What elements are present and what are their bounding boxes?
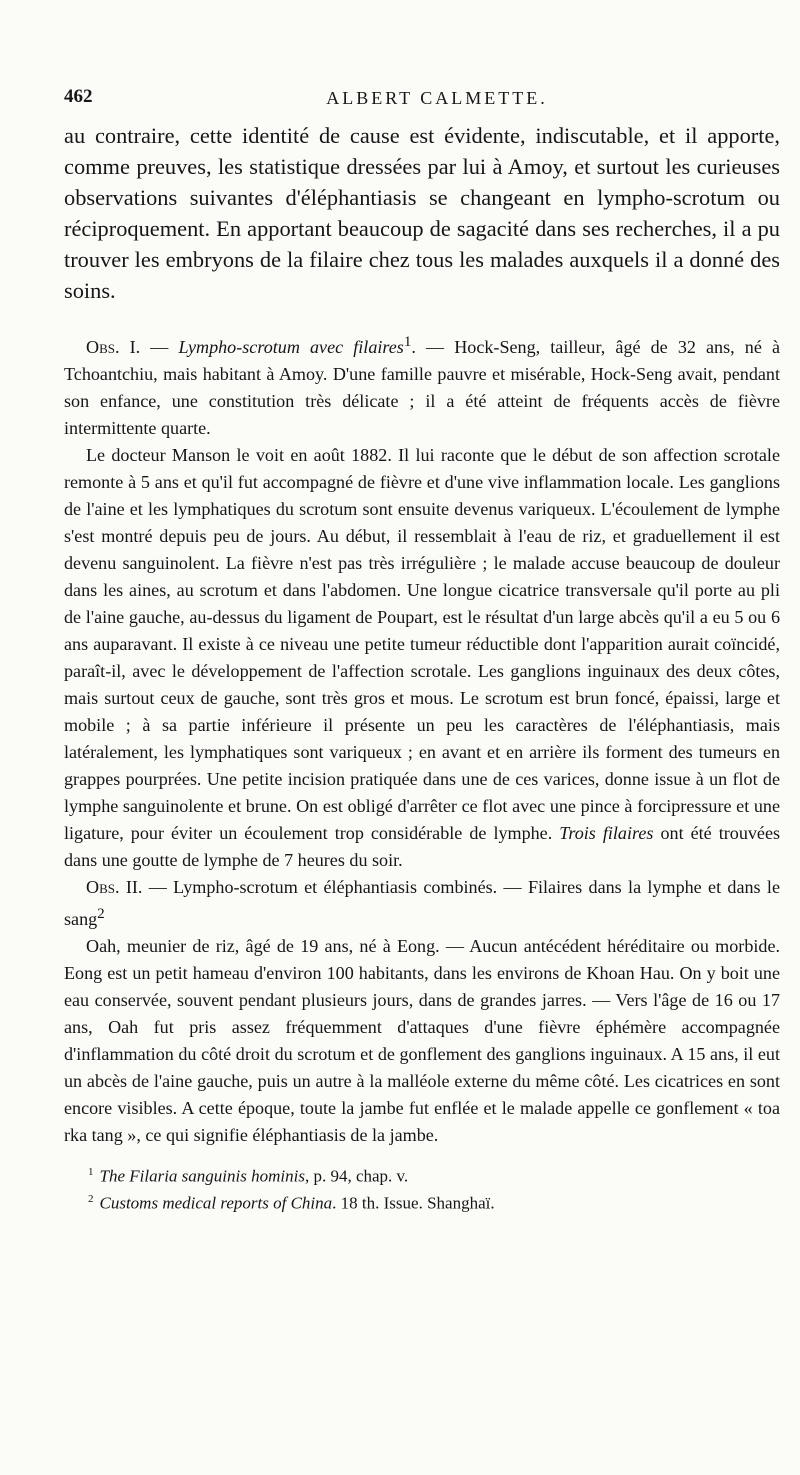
footnotes	[64, 1161, 780, 1214]
footnote-marker: 1	[88, 1166, 94, 1179]
footnote-marker: 2	[88, 1192, 94, 1205]
lead-paragraph: au contraire, cette identité de cause est évidente, indiscutable, et il apporte, comme preuves, les statistique dressées par lui à Amoy, et surtout les curieuses observations suivantes d'éléphantiasis se changeant en lympho-scrotum ou réciproquement. En apportant beaucoup de sagacité dans ses recherches, il a pu trouver les embryons de la filaire chez tous les malades auxquels il a donné des soins.	[64, 123, 780, 303]
observation-2-cont: Oah, meunier de riz, âgé de 19 ans, né à Eong. — Aucun antécédent héréditaire ou morbide. Eong est un petit hameau d'environ 100 habitants, dans les environs de Khoan Hau. On y boit une eau conservée, souvent pendant plusieurs jours, dans de grandes jarres. — Vers l'âge de 16 ou 17 ans, Oah fut pris assez fréquemment d'attaques d'une fièvre éphémère accompagnée d'inflammation du côté droit du scrotum et de gonflement des ganglions inguinaux. A 15 ans, il eut un abcès de l'aine gauche, puis un autre à la malléole externe du même côté. Les cicatrices en sont encore visibles. A cette époque, toute la jambe fut enflée et le malade appelle ce gonflement « toa rka tang », ce qui signifie éléphantiasis de la jambe.	[64, 936, 780, 1146]
observation-2	[64, 874, 780, 933]
obs1-para2-a: Le docteur Manson le voit en août 1882. Il lui raconte que le début de son affection scrotale remonte à 5 ans et qu'il fut accompagné de fièvre et d'une vive inflammation locale. Les ganglions de l'aine et les lymphatiques du scrotum sont ensuite devenus variqueux. L'écoulement de lymphe s'est montré depuis peu de jours. Au début, il ressemblait à l'eau de riz, et graduellement il est devenu sanguinolent. La fièvre n'est pas très irrégulière ; le malade accuse beaucoup de douleur dans les aines, au scrotum et dans l'abdomen. Une longue cicatrice transversale qu'il porte au pli de l'aine gauche, au-dessus du ligament de Poupart, est le résultat d'un large abcès qu'il a eu 5 ou 6 ans auparavant. Il existe à ce niveau une petite tumeur réductible dont l'apparition aurait coïncidé, paraît-il, avec le développement de l'affection scrotale. Les ganglions inguinaux des deux côtes, mais surtout ceux de gauche, sont très gros et mous. Le scrotum est brun foncé, épaissi, large et mobile ; à sa partie inférieure il présente un peu les caractères de l'éléphantiasis, mais latéralement, les lymphatiques sont variqueux ; en avant et en arrière ils forment des tumeurs en grappes pourprées. Une petite incision pratiquée dans une de ces varices, donne issue à un flot de lymphe sanguinolente et brune. On est obligé d'arrêter ce flot avec une pince à forcipressure et une ligature, pour éviter un écoulement trop considérable de lymphe.	[64, 445, 780, 844]
footnote-2	[88, 1188, 780, 1215]
obs1-para2-italic: Trois filaires	[559, 823, 654, 844]
obs1-label: Obs. I. —	[86, 337, 169, 358]
obs2-title: Lympho-scrotum et éléphantiasis combinés. — Filaires dans la lymphe et dans le sang	[64, 877, 780, 930]
observation-1-cont	[64, 442, 780, 874]
obs1-title: Lympho-scrotum avec filaires	[178, 337, 404, 358]
page-header	[64, 86, 780, 120]
obs1-para2-b: ont été trouvées dans une goutte de lymphe de 7 heures du soir.	[64, 823, 781, 871]
footnote-1	[88, 1161, 780, 1188]
page-number: 462	[64, 86, 93, 107]
footnote-ref-2: 2	[97, 906, 105, 923]
obs2-label: Obs. II. —	[86, 877, 167, 898]
footnote-rest: . 18 th. Issue. Shanghaï.	[332, 1193, 495, 1213]
footnote-ref-1: 1	[403, 334, 412, 350]
obs1-text: . — Hock-Seng, tailleur, âgé de 32 ans, né à Tchoantchiu, mais habitant à Amoy. D'une famille pauvre et misérable, Hock-Seng avait, pendant son enfance, une constitution très délicate ; il a été atteint de fréquents accès de fièvre intermittente quarte.	[64, 337, 780, 439]
footnote-title: Customs medical reports of China	[99, 1193, 333, 1213]
footnote-title: The Filaria sanguinis hominis	[99, 1166, 305, 1186]
running-head: ALBERT CALMETTE.	[326, 88, 548, 108]
observation-1	[64, 329, 780, 442]
footnote-rest: , p. 94, chap. v.	[304, 1166, 409, 1186]
